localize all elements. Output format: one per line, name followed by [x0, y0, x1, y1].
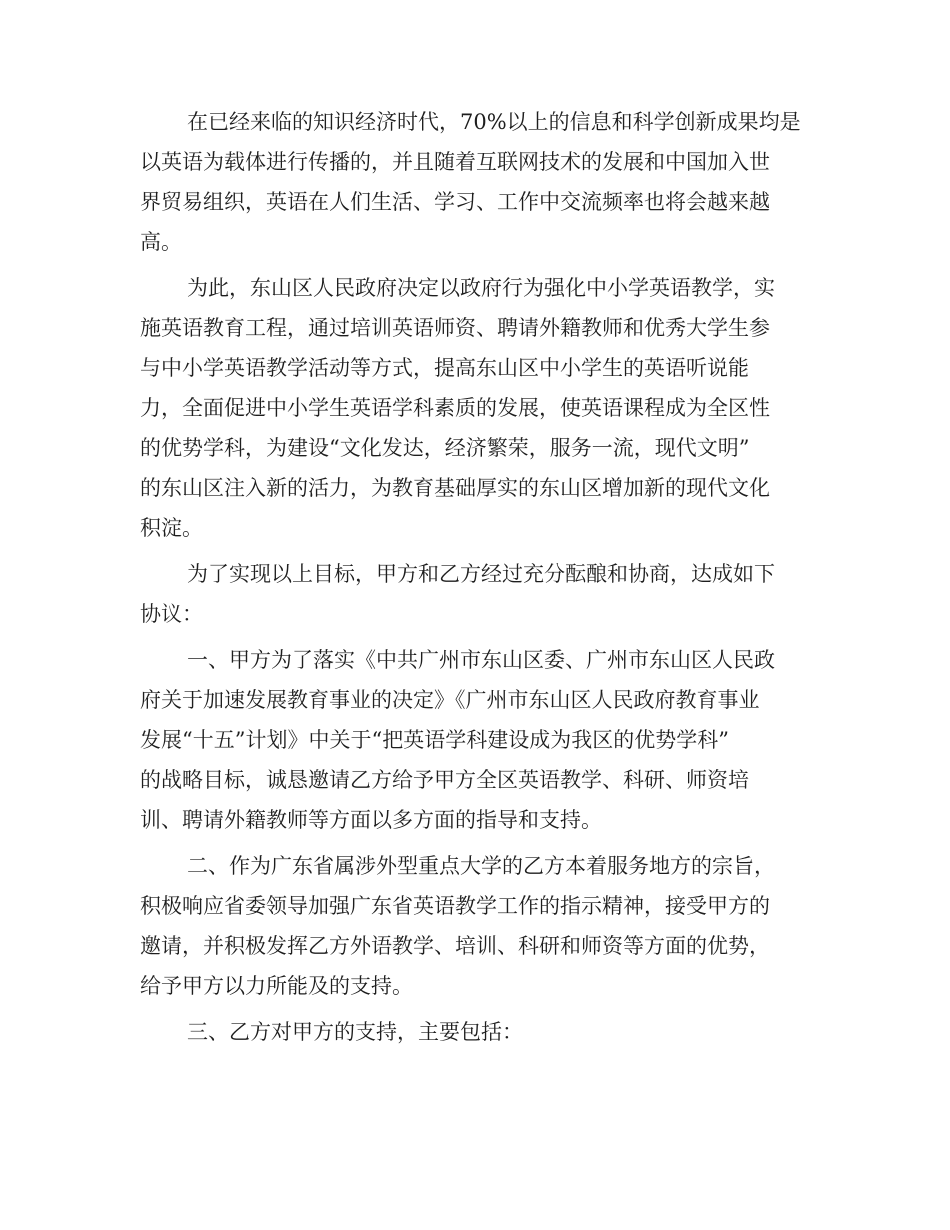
- text-line: 的东山区注入新的活力，为教育基础厚实的东山区增加新的现代文化: [140, 476, 770, 500]
- document-body: [140, 102, 808, 1052]
- text-line: 为了实现以上目标，甲方和乙方经过充分酝酿和协商，达成如下: [187, 562, 775, 586]
- text-line: 以英语为载体进行传播的，并且随着互联网技术的发展和中国加入世: [140, 150, 770, 174]
- text-line: 协议：: [140, 602, 203, 626]
- text-line: 施英语教育工程，通过培训英语师资、聘请外籍教师和优秀大学生参: [140, 316, 770, 340]
- text-line: 三、乙方对甲方的支持，主要包括：: [187, 1020, 523, 1044]
- text-line: 的战略目标，诚恳邀请乙方给予甲方全区英语教学、科研、师资培: [140, 768, 749, 792]
- text-line: 的优势学科，为建设“文化发达，经济繁荣，服务一流，现代文明”: [140, 436, 750, 460]
- paragraph-purpose: [140, 268, 808, 548]
- paragraph-intro: [140, 102, 808, 262]
- paragraph-agreement: [140, 554, 808, 634]
- paragraph-clause-1: [140, 640, 808, 840]
- text-line: 给予甲方以力所能及的支持。: [140, 974, 413, 998]
- text-line: 与中小学英语教学活动等方式，提高东山区中小学生的英语听说能: [140, 356, 749, 380]
- text-line: 二、作为广东省属涉外型重点大学的乙方本着服务地方的宗旨，: [187, 854, 775, 878]
- text-line: 积淀。: [140, 516, 203, 540]
- paragraph-clause-3: [140, 1012, 808, 1052]
- text-line: 为此，东山区人民政府决定以政府行为强化中小学英语教学，实: [187, 276, 775, 300]
- text-line: 邀请，并积极发挥乙方外语教学、培训、科研和师资等方面的优势，: [140, 934, 770, 958]
- text-line: 积极响应省委领导加强广东省英语教学工作的指示精神，接受甲方的: [140, 894, 770, 918]
- text-line: 力，全面促进中小学生英语学科素质的发展，使英语课程成为全区性: [140, 396, 770, 420]
- text-line: 发展“十五”计划》中关于“把英语学科建设成为我区的优势学科”: [140, 728, 729, 752]
- text-line: 府关于加速发展教育事业的决定》《广州市东山区人民政府教育事业: [140, 688, 760, 712]
- text-line: 一、甲方为了落实《中共广州市东山区委、广州市东山区人民政: [187, 648, 775, 672]
- paragraph-clause-2: [140, 846, 808, 1006]
- text-line: 在已经来临的知识经济时代，70%以上的信息和科学创新成果均是: [187, 110, 801, 134]
- text-line: 界贸易组织，英语在人们生活、学习、工作中交流频率也将会越来越: [140, 190, 770, 214]
- text-line: 训、聘请外籍教师等方面以多方面的指导和支持。: [140, 808, 602, 832]
- text-line: 高。: [140, 230, 182, 254]
